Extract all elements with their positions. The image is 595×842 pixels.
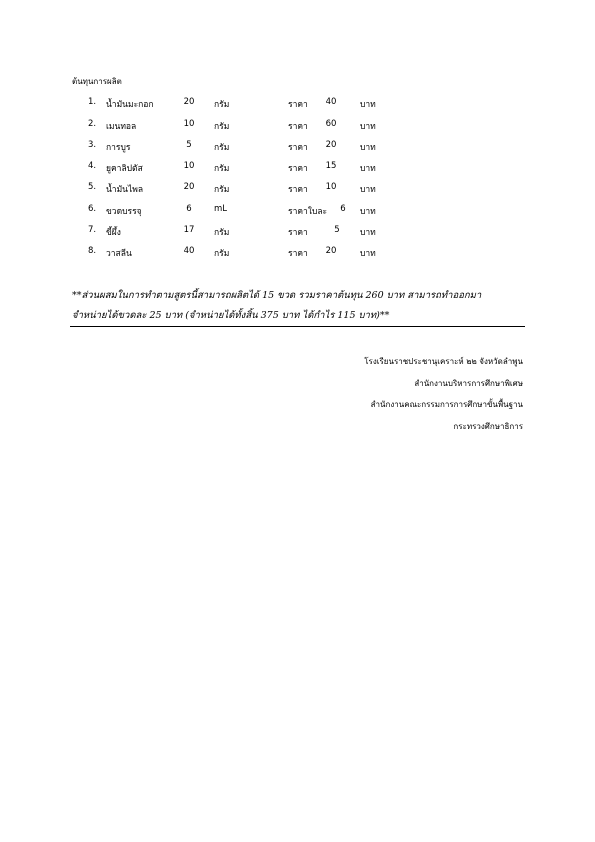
currency: บาท: [360, 249, 376, 259]
ingredient-row: [0, 119, 595, 131]
currency: บาท: [360, 207, 376, 217]
school-name: โรงเรียนราชประชานุเคราะห์ ๒๒ จังหวัดลำพูน: [364, 357, 523, 366]
ingredient-row: [0, 246, 595, 258]
item-unit: กรัม: [214, 122, 230, 132]
item-name: การบูร: [106, 143, 131, 153]
item-quantity: 20: [183, 182, 195, 192]
item-number: 6.: [88, 204, 97, 214]
price-label: ราคา: [288, 228, 308, 238]
price-label: ราคา: [288, 122, 308, 132]
item-quantity: 40: [183, 246, 195, 256]
item-number: 2.: [88, 119, 97, 129]
item-unit: กรัม: [214, 228, 230, 238]
item-unit: กรัม: [214, 185, 230, 195]
item-name: วาสลีน: [106, 249, 132, 259]
item-name: ขี้ผึ้ง: [106, 228, 121, 238]
item-quantity: 20: [183, 97, 195, 107]
item-quantity: 17: [183, 225, 195, 235]
item-price: 10: [325, 182, 337, 192]
item-number: 1.: [88, 97, 97, 107]
ministry-name: กระทรวงศึกษาธิการ: [453, 422, 523, 431]
item-quantity: 6: [186, 204, 192, 214]
section-heading: ต้นทุนการผลิต: [72, 77, 122, 86]
currency: บาท: [360, 164, 376, 174]
item-price: 15: [325, 161, 337, 171]
office-special-education: สำนักงานบริหารการศึกษาพิเศษ: [414, 379, 523, 388]
item-unit: mL: [214, 204, 228, 214]
currency: บาท: [360, 100, 376, 110]
item-price: 20: [325, 246, 337, 256]
ingredient-row: [0, 225, 595, 237]
ingredient-row: [0, 204, 595, 216]
item-price: 5: [334, 225, 340, 235]
item-number: 5.: [88, 182, 97, 192]
item-price: 6: [340, 204, 346, 214]
horizontal-divider: [70, 326, 525, 327]
item-name: น้ำมันไพล: [106, 185, 144, 195]
cost-note-line-1: **ส่วนผสมในการทำตามสูตรนี้สามารถผลิตได้ 15 ขวด รวมราคาต้นทุน 260 บาท สามารถทำออกมา: [72, 290, 482, 301]
item-name: ขวดบรรจุ: [106, 207, 142, 217]
currency: บาท: [360, 228, 376, 238]
item-name: เมนทอล: [106, 122, 137, 132]
cost-note-line-2: จำหน่ายได้ขวดละ 25 บาท (จำหน่ายได้ทั้งสิ้น 375 บาท ได้กำไร 115 บาท)**: [72, 310, 390, 321]
item-number: 3.: [88, 140, 97, 150]
price-label: ราคาใบละ: [288, 207, 328, 217]
item-number: 7.: [88, 225, 97, 235]
price-label: ราคา: [288, 100, 308, 110]
currency: บาท: [360, 143, 376, 153]
item-name: ยูคาลิปตัส: [106, 164, 143, 174]
item-quantity: 10: [183, 161, 195, 171]
item-unit: กรัม: [214, 143, 230, 153]
price-label: ราคา: [288, 143, 308, 153]
item-price: 20: [325, 140, 337, 150]
ingredient-row: [0, 161, 595, 173]
item-quantity: 5: [186, 140, 192, 150]
price-label: ราคา: [288, 164, 308, 174]
item-quantity: 10: [183, 119, 195, 129]
item-unit: กรัม: [214, 100, 230, 110]
ingredient-row: [0, 182, 595, 194]
item-unit: กรัม: [214, 249, 230, 259]
item-number: 4.: [88, 161, 97, 171]
price-label: ราคา: [288, 185, 308, 195]
item-number: 8.: [88, 246, 97, 256]
item-price: 60: [325, 119, 337, 129]
item-price: 40: [325, 97, 337, 107]
currency: บาท: [360, 122, 376, 132]
office-basic-education: สำนักงานคณะกรรมการการศึกษาขั้นพื้นฐาน: [370, 400, 523, 409]
currency: บาท: [360, 185, 376, 195]
price-label: ราคา: [288, 249, 308, 259]
ingredient-row: [0, 140, 595, 152]
item-name: น้ำมันมะกอก: [106, 100, 154, 110]
ingredient-row: [0, 97, 595, 109]
item-unit: กรัม: [214, 164, 230, 174]
